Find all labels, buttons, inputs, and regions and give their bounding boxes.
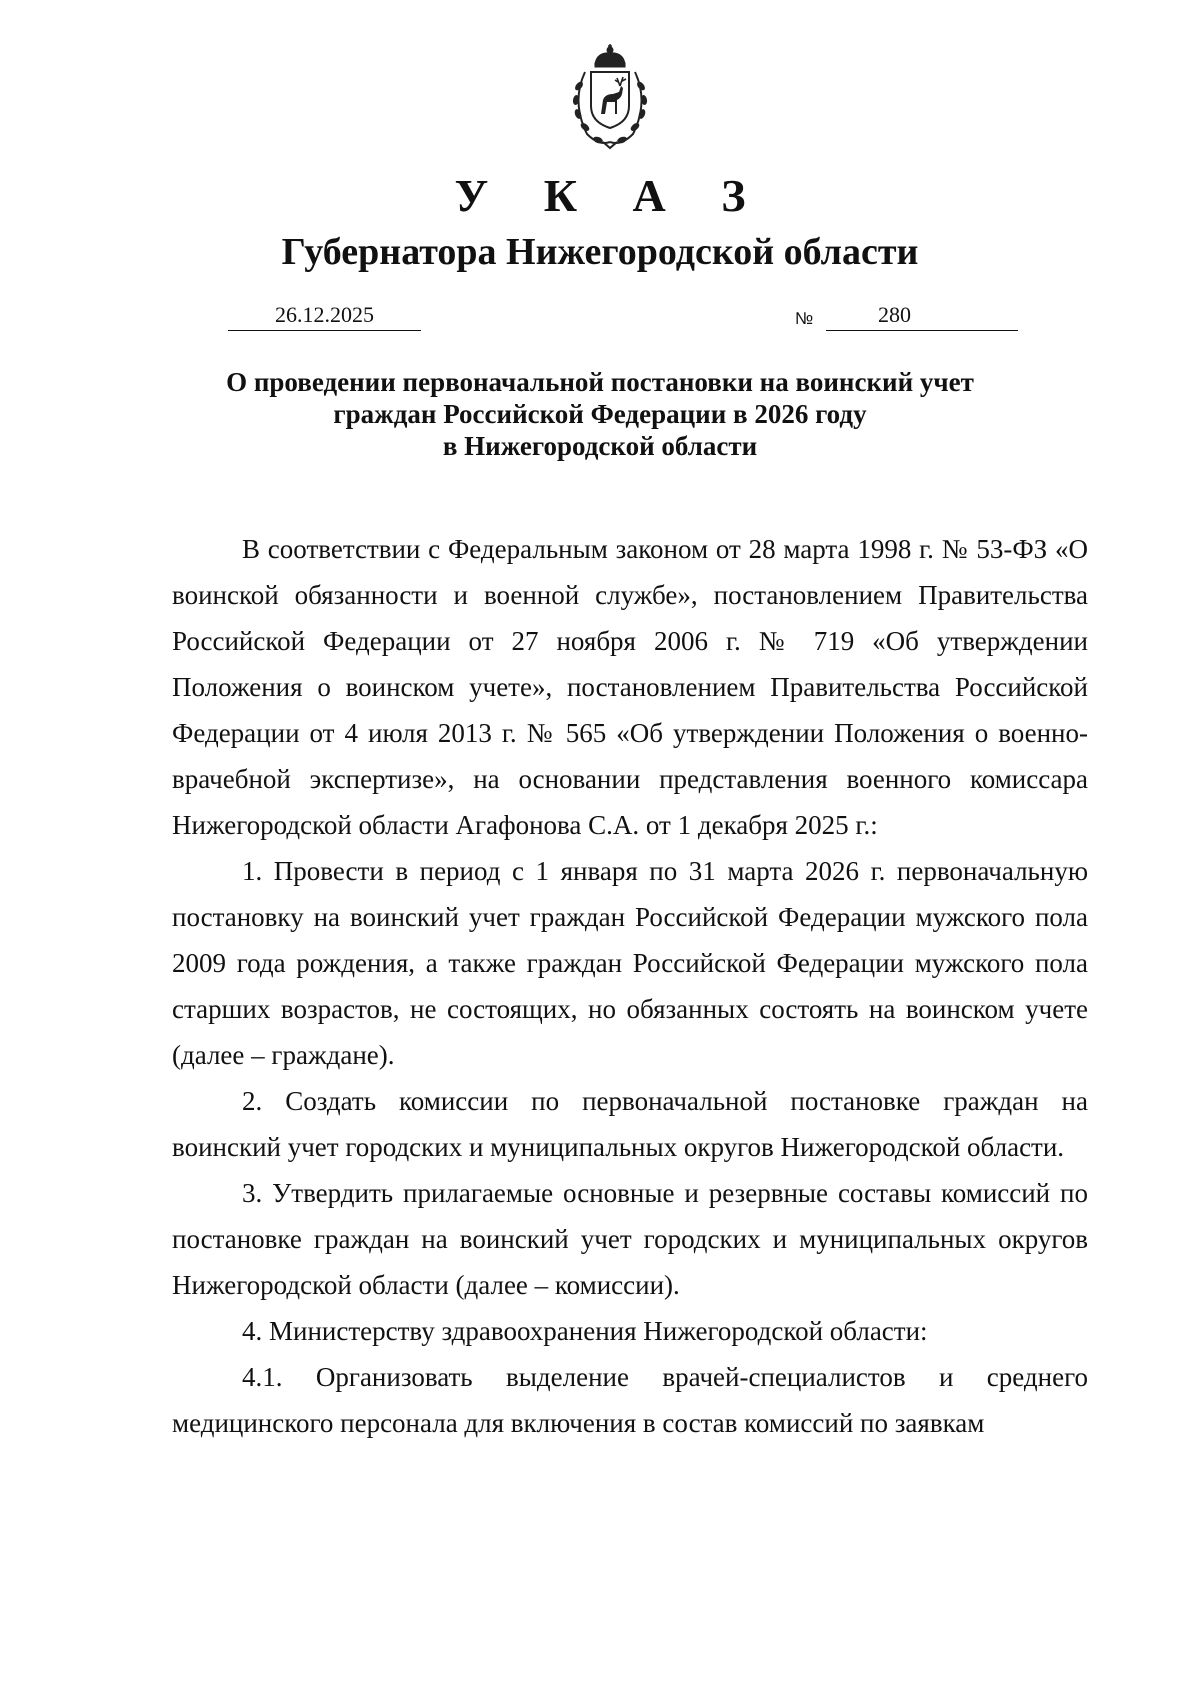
- clause-2-paragraph: 2. Создать комиссии по первоначальной постановке граждан на воинский учет городских и муниципальных округов Нижегородской области.: [172, 1086, 1088, 1162]
- clause-4-1-paragraph: 4.1. Организовать выделение врачей-специалистов и среднего медицинского персонала для включения в состав комиссий по заявкам: [172, 1362, 1088, 1438]
- decree-number: 280: [878, 302, 911, 327]
- heading-line: О проведении первоначальной постановки на воинский учет: [226, 367, 974, 397]
- heading-line: граждан Российской Федерации в 2026 году: [333, 399, 867, 429]
- clause-1-paragraph: 1. Провести в период с 1 января по 31 марта 2026 г. первоначальную постановку на воинский учет граждан Российской Федерации мужского пола 2009 года рождения, а также граждан Российской Федерации мужского пола старших возрастов, не состоящих, но обязанных состоять на воинском учете (далее – граждане).: [172, 856, 1088, 1070]
- decree-issuer: Губернатора Нижегородской области: [281, 231, 919, 273]
- clause-4-paragraph: 4. Министерству здравоохранения Нижегородской области:: [242, 1316, 928, 1346]
- number-sign: №: [795, 309, 814, 328]
- crown-icon: [595, 44, 625, 67]
- document-body: [172, 526, 1088, 1446]
- document-heading: [170, 366, 1030, 462]
- preamble-paragraph: В соответствии с Федеральным законом от 28 марта 1998 г. № 53-ФЗ «О воинской обязанности и военной службе», постановлением Правительства Российской Федерации от 27 ноября 2006 г. № 719 «Об утверждении Положения о воинском учете», постановлением Правительства Российской Федерации от 4 июля 2013 г. № 565 «Об утверждении Положения о военно-врачебной экспертизе», на основании представления военного комиссара Нижегородской области Агафонова С.А. от 1 декабря 2025 г.:: [172, 534, 1088, 840]
- coat-of-arms-emblem: [565, 42, 655, 152]
- heading-line: в Нижегородской области: [442, 431, 758, 461]
- decree-title: У К А З: [454, 170, 768, 221]
- clause-3-paragraph: 3. Утвердить прилагаемые основные и резервные составы комиссий по постановке граждан на воинский учет городских и муниципальных округов Нижегородской области (далее – комиссии).: [172, 1178, 1088, 1300]
- decree-date: 26.12.2025: [228, 300, 421, 331]
- decree-number-field: [826, 300, 1018, 331]
